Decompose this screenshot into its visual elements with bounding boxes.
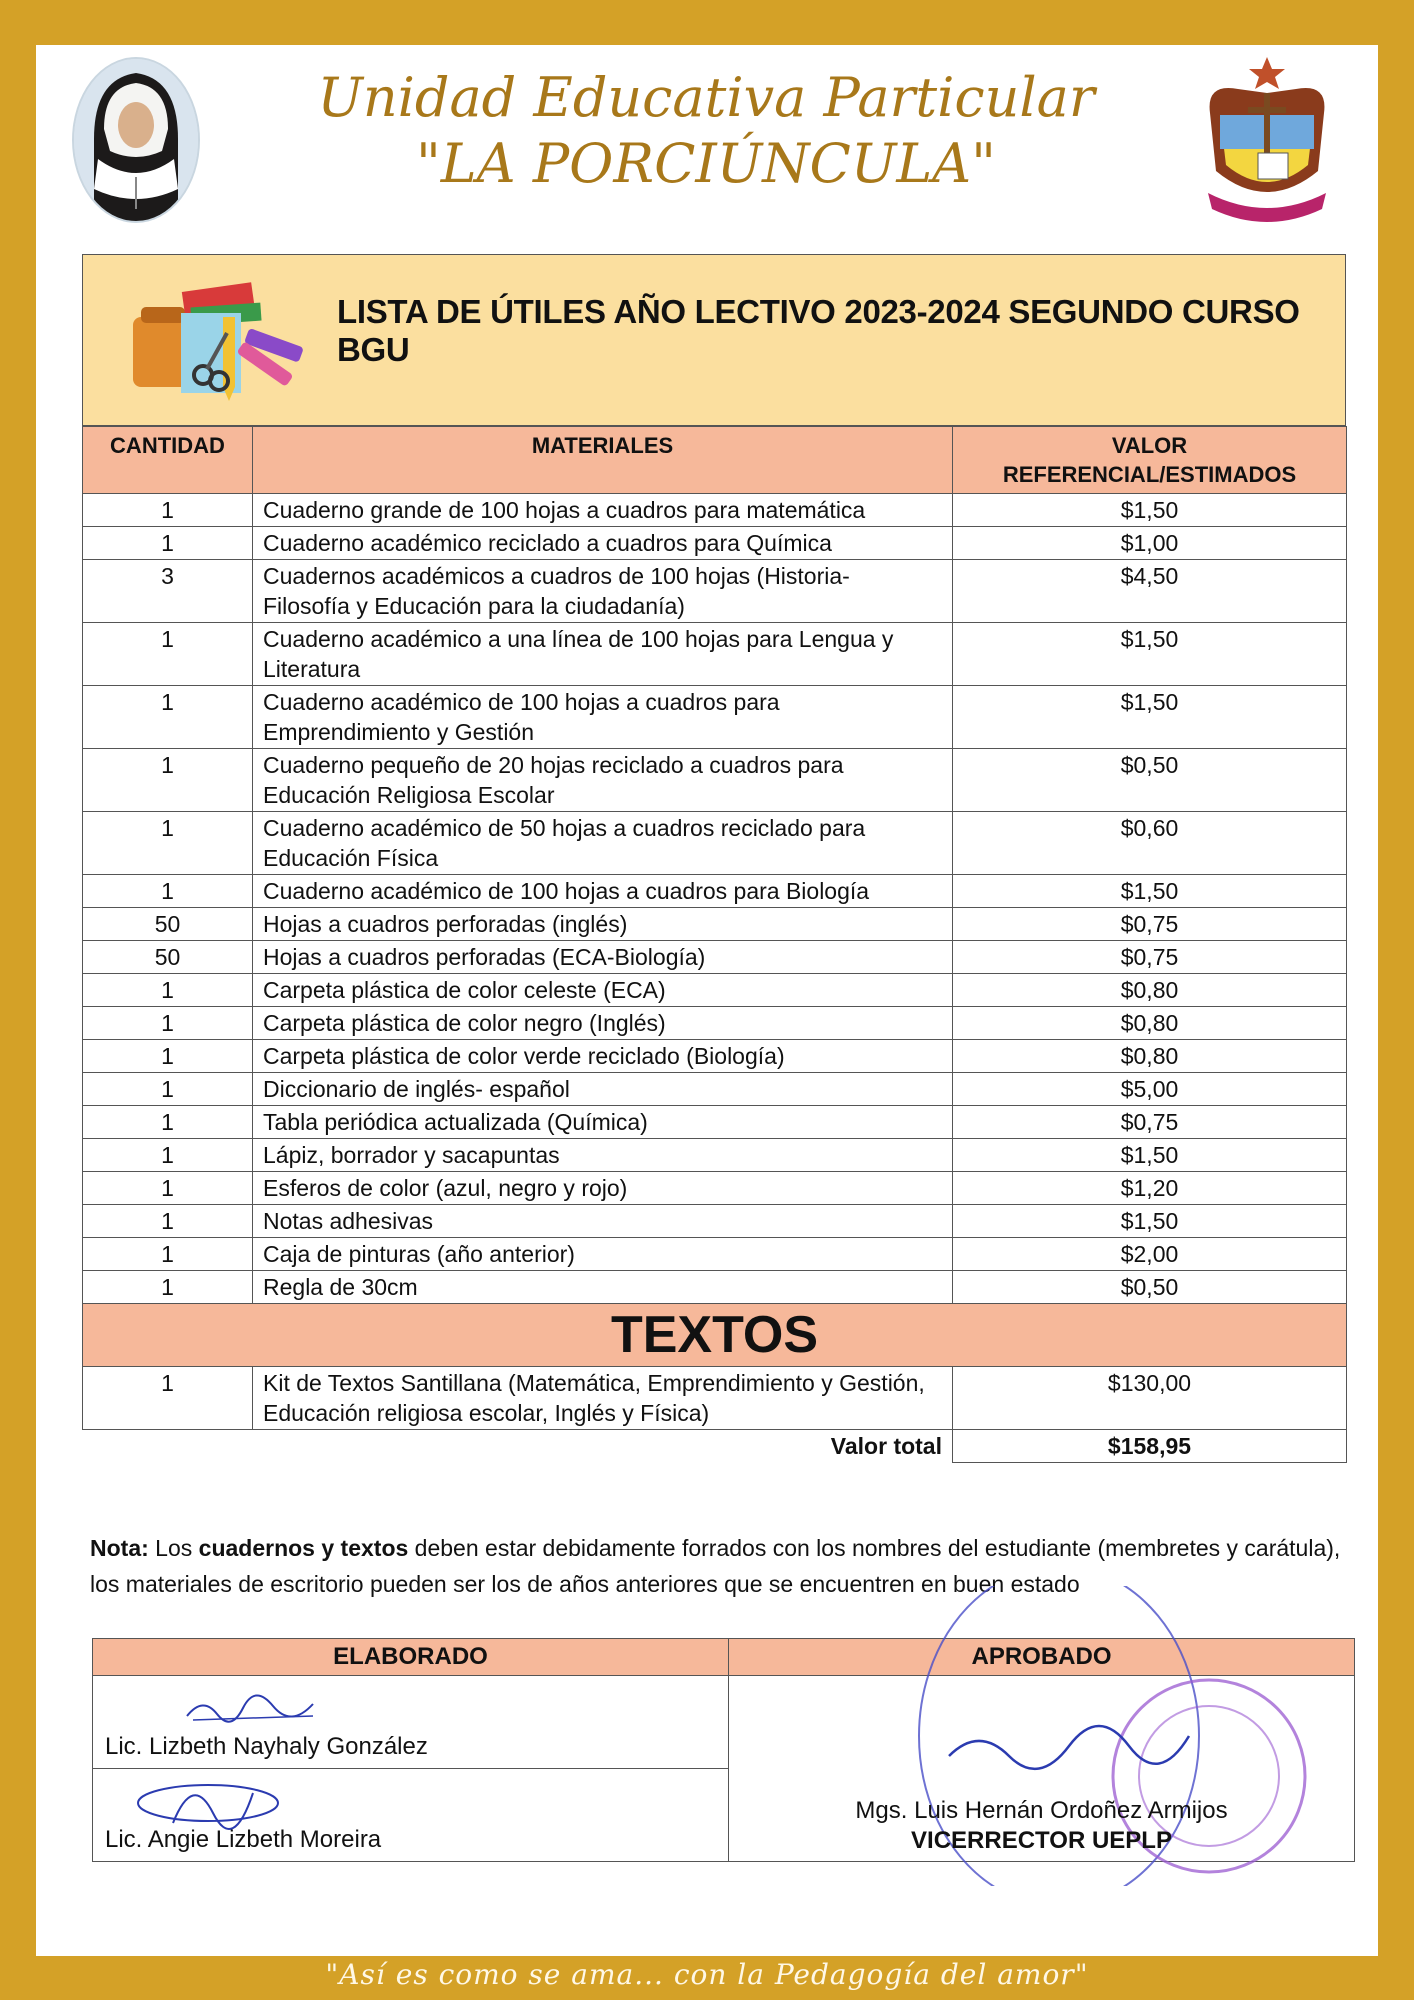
row-quantity: 1 [83,1172,253,1205]
row-quantity: 1 [83,974,253,1007]
signatures-block [92,1638,1354,1862]
row-value: $0,50 [953,1271,1347,1304]
table-row [83,1172,1347,1205]
school-crest-logo [1198,53,1336,229]
column-header-value-line1: VALOR [1111,433,1188,458]
table-row [83,1238,1347,1271]
row-material: Cuaderno grande de 100 hojas a cuadros para matemática [253,494,953,527]
column-header-value [953,427,1347,494]
note-paragraph [90,1530,1350,1602]
row-material: Carpeta plástica de color celeste (ECA) [253,974,953,1007]
row-value: $5,00 [953,1073,1347,1106]
table-row [83,908,1347,941]
row-quantity: 3 [83,560,253,623]
row-material: Carpeta plástica de color verde reciclado (Biología) [253,1040,953,1073]
row-material: Regla de 30cm [253,1271,953,1304]
row-value: $130,00 [953,1367,1347,1430]
row-material: Cuaderno académico a una línea de 100 hojas para Lengua y Literatura [253,623,953,686]
table-row [83,875,1347,908]
elaborado-header: ELABORADO [93,1639,729,1676]
supplies-rows [83,494,1347,1304]
table-row [83,623,1347,686]
table-row [83,560,1347,623]
row-quantity: 1 [83,1205,253,1238]
note-text-a: Los [148,1535,199,1561]
approver-role: VICERRECTOR UEPLP [911,1827,1172,1854]
table-row [83,1007,1347,1040]
table-row [83,941,1347,974]
row-quantity: 1 [83,1238,253,1271]
row-quantity: 1 [83,1271,253,1304]
row-material: Esferos de color (azul, negro y rojo) [253,1172,953,1205]
elaborado-name-1: Lic. Lizbeth Nayhaly González [105,1733,428,1760]
footer-motto: "Así es como se ama... con la Pedagogía del amor" [325,1958,1089,1991]
document-page [36,45,1378,1956]
row-material: Cuadernos académicos a cuadros de 100 hojas (Historia- Filosofía y Educación para la ciudadanía) [253,560,953,623]
supplies-table [82,426,1347,1463]
row-value: $0,60 [953,812,1347,875]
list-title: LISTA DE ÚTILES AÑO LECTIVO 2023-2024 SEGUNDO CURSO BGU [337,293,1300,368]
textos-heading: TEXTOS [83,1304,1347,1367]
elaborado-signature-2 [93,1769,729,1862]
note-label: Nota: [90,1535,149,1561]
row-value: $1,50 [953,1139,1347,1172]
table-row [83,974,1347,1007]
row-material: Kit de Textos Santillana (Matemática, Emprendimiento y Gestión, Educación religiosa escolar, Inglés y Física) [253,1367,953,1430]
note-bold-text: cuadernos y textos [198,1535,409,1561]
row-value: $0,50 [953,749,1347,812]
table-row [83,1271,1347,1304]
row-value: $2,00 [953,1238,1347,1271]
row-quantity: 1 [83,875,253,908]
elaborado-signature-1 [93,1676,729,1769]
textos-heading-row [83,1304,1347,1367]
row-value: $1,50 [953,623,1347,686]
row-value: $0,80 [953,1007,1347,1040]
row-quantity: 1 [83,1367,253,1430]
row-value: $1,50 [953,875,1347,908]
row-value: $0,75 [953,1106,1347,1139]
table-row [83,1367,1347,1430]
row-material: Notas adhesivas [253,1205,953,1238]
row-value: $1,50 [953,1205,1347,1238]
table-row [83,1073,1347,1106]
list-banner [82,254,1346,426]
row-material: Carpeta plástica de color negro (Inglés) [253,1007,953,1040]
supplies-list [82,254,1346,1463]
aprobado-signature [729,1676,1355,1862]
signatures-table [92,1638,1355,1862]
table-header-row [83,427,1347,494]
elaborado-name-2: Lic. Angie Lizbeth Moreira [105,1826,382,1853]
handwritten-signature-icon [123,1773,293,1833]
column-header-quantity: CANTIDAD [83,427,253,494]
school-supplies-icon [123,277,313,413]
school-name-line1: Unidad Educativa Particular [317,66,1095,129]
row-quantity: 1 [83,812,253,875]
handwritten-signature-icon [183,1686,323,1726]
row-value: $1,00 [953,527,1347,560]
row-material: Diccionario de inglés- español [253,1073,953,1106]
school-name [236,65,1176,197]
aprobado-header: APROBADO [729,1639,1355,1676]
row-quantity: 50 [83,908,253,941]
row-quantity: 1 [83,749,253,812]
total-row [83,1430,1347,1463]
row-value: $1,50 [953,686,1347,749]
row-material: Hojas a cuadros perforadas (ECA-Biología) [253,941,953,974]
approver-name: Mgs. Luis Hernán Ordoñez Armijos [855,1797,1228,1824]
row-quantity: 1 [83,494,253,527]
row-material: Cuaderno académico reciclado a cuadros para Química [253,527,953,560]
row-material: Caja de pinturas (año anterior) [253,1238,953,1271]
table-row [83,1106,1347,1139]
table-row [83,686,1347,749]
row-quantity: 1 [83,623,253,686]
row-material: Cuaderno académico de 100 hojas a cuadros para Emprendimiento y Gestión [253,686,953,749]
row-quantity: 1 [83,1040,253,1073]
table-row [83,527,1347,560]
row-value: $1,50 [953,494,1347,527]
row-material: Lápiz, borrador y sacapuntas [253,1139,953,1172]
row-quantity: 1 [83,1073,253,1106]
row-quantity: 1 [83,1106,253,1139]
note-text-b: deben estar debidamente forrados con los nombres del estudiante (membretes y carátula), los materiales de escritorio pueden ser los de años anteriores que se encuentren en buen estado [90,1535,1341,1597]
row-value: $1,20 [953,1172,1347,1205]
table-row [83,494,1347,527]
table-row [83,812,1347,875]
row-material: Cuaderno pequeño de 20 hojas reciclado a cuadros para Educación Religiosa Escolar [253,749,953,812]
table-row [83,1205,1347,1238]
school-name-line2: "LA PORCIÚNCULA" [415,132,997,195]
table-row [83,749,1347,812]
row-material: Tabla periódica actualizada (Química) [253,1106,953,1139]
row-value: $0,80 [953,1040,1347,1073]
row-quantity: 1 [83,686,253,749]
row-quantity: 1 [83,1007,253,1040]
row-value: $4,50 [953,560,1347,623]
column-header-value-line2: REFERENCIAL/ESTIMADOS [1002,462,1297,487]
row-material: Hojas a cuadros perforadas (inglés) [253,908,953,941]
table-row [83,1139,1347,1172]
founder-portrait [72,57,200,223]
row-value: $0,80 [953,974,1347,1007]
row-quantity: 1 [83,1139,253,1172]
row-material: Cuaderno académico de 100 hojas a cuadros para Biología [253,875,953,908]
row-value: $0,75 [953,941,1347,974]
row-material: Cuaderno académico de 50 hojas a cuadros reciclado para Educación Física [253,812,953,875]
total-label: Valor total [830,1433,942,1459]
row-quantity: 50 [83,941,253,974]
table-row [83,1040,1347,1073]
column-header-materials: MATERIALES [253,427,953,494]
row-quantity: 1 [83,527,253,560]
total-value: $158,95 [953,1430,1347,1463]
row-value: $0,75 [953,908,1347,941]
